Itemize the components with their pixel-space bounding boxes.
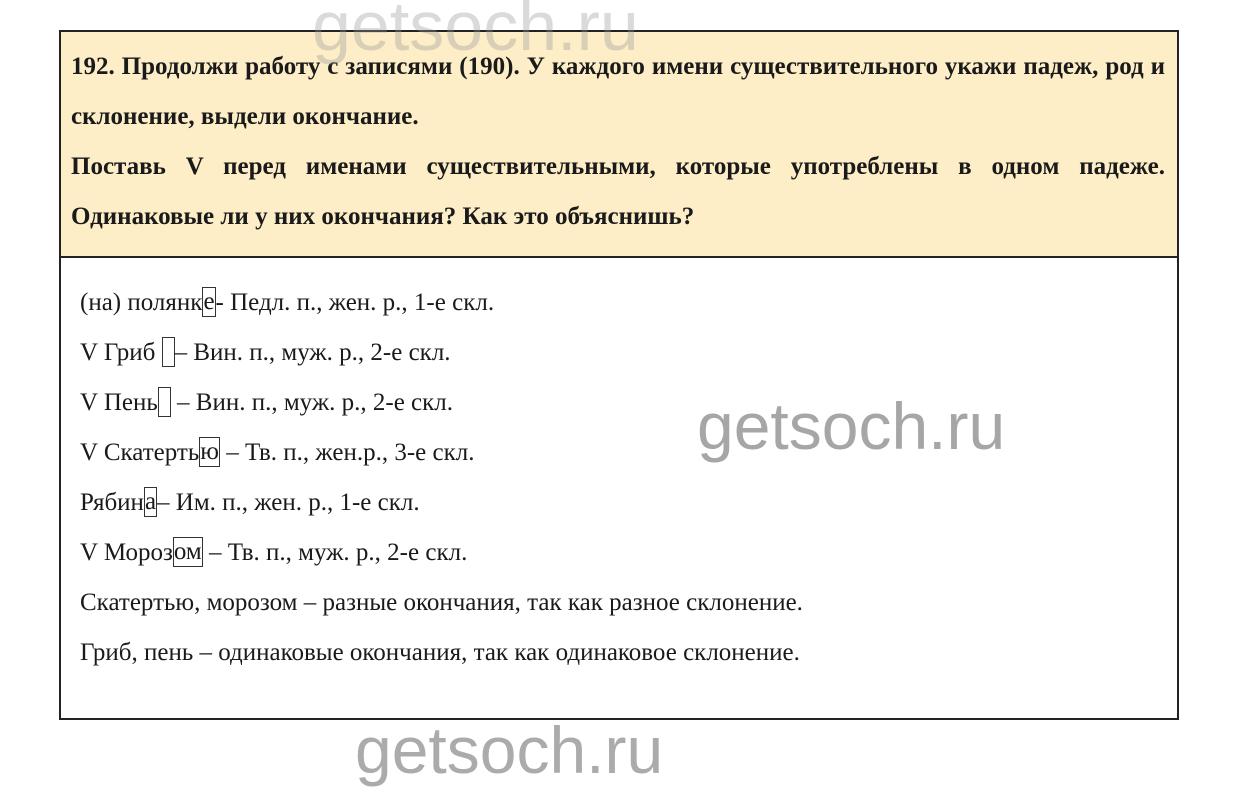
grammar-info: – Вин. п., муж. р., 2-е скл. [170,389,454,416]
exercise-card [59,30,1179,720]
word-ending-box [158,387,171,417]
answer-line [80,478,1177,528]
task-paragraph-1: 192. Продолжи работу с записями (190). У каждого имени существительного укажи падеж, род и склонение, выдели окончание. [71,53,1165,130]
word-ending-box: а [144,488,157,516]
word-stem: Рябин [80,489,144,516]
watermark-text: getsoch.ru [697,389,1006,463]
word-ending-box [162,337,175,367]
answer-line [80,528,1177,578]
conclusion-line: Гриб, пень – одинаковые окончания, так как одинаковое склонение. [80,639,800,666]
answer-line [80,328,1177,378]
task-paragraph-2: Поставь V перед именами существительными, которые употреблены в одном падеже. Одинаковые ли у них окончания? Как это объяснишь? [71,153,1165,230]
word-stem: V Мороз [80,539,173,566]
word-stem: V Скатерть [80,439,200,466]
grammar-info: – Им. п., жен. р., 1-е скл. [157,489,420,516]
word-ending-box: е [203,288,215,316]
word-stem: (на) полянк [80,289,203,316]
answer-line [80,278,1177,328]
conclusion-line: Скатертью, морозом – разные окончания, так как разное склонение. [80,589,803,616]
word-stem: V Гриб [80,339,162,366]
watermark-text: getsoch.ru [355,713,664,787]
word-stem: V Пень [80,389,158,416]
grammar-info: – Тв. п., жен.р., 3-е скл. [219,439,475,466]
word-ending-box: ю [200,438,219,466]
grammar-info: – Тв. п., муж. р., 2-е скл. [202,539,468,566]
answer-line [80,378,1177,428]
task-box [61,32,1177,258]
answer-box [61,258,1177,678]
word-ending-box: ом [173,538,202,566]
grammar-info: - Педл. п., жен. р., 1-е скл. [215,289,495,316]
watermark-text: getsoch.ru [312,0,639,65]
grammar-info: – Вин. п., муж. р., 2-е скл. [174,339,451,366]
answer-line [80,428,1177,478]
